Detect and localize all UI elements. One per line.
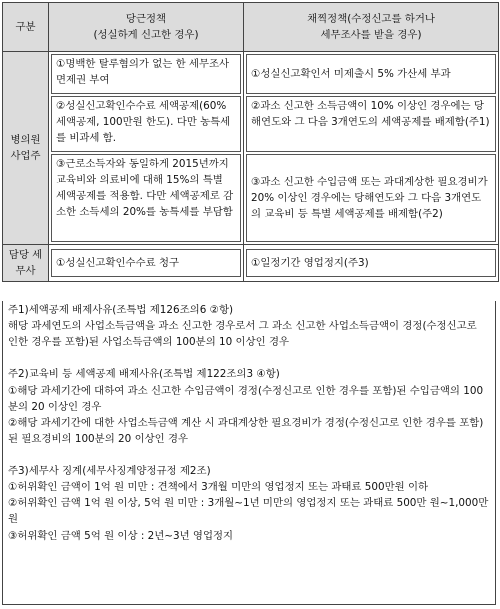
footnotes [2, 301, 496, 605]
header-proper-title: 당근정책 [125, 12, 167, 25]
clinic-proper-cell [49, 52, 244, 245]
agent-row [3, 245, 499, 282]
note-spacer [8, 350, 490, 366]
note3-item: ②허위확인 금액 1억 원 이상, 5억 원 미만 : 3개월~1년 미만의 영업정지 또는 과태료 500만 원~1,000만 원 [8, 497, 489, 526]
clinic-proper-item: ①명백한 탈루혐의가 없는 한 세무조사 면제권 부여 [51, 54, 241, 94]
agent-proper-item: ①성실신고확인수수료 청구 [51, 249, 241, 277]
header-penalty-sub: 세무조사를 받을 경우) [320, 29, 422, 41]
agent-category-label: 담당 세무사 [8, 249, 43, 278]
clinic-category [3, 52, 49, 245]
agent-category [3, 245, 49, 282]
clinic-category-label: 병의원 사업주 [10, 133, 41, 162]
header-penalty-policy [244, 3, 499, 52]
note1-body: 해당 과세연도의 사업소득금액을 과소 신고한 경우로서 그 과소 신고한 사업소득금액이 경정(수정신고로 인한 경우를 포함)된 사업소득금액의 100분의 10 이상인 경우 [8, 320, 477, 349]
clinic-penalty-item: ③과소 신고한 수입금액 또는 과대계상한 필요경비가 20% 이상인 경우에는 당해연도와 그 다음 3개연도의 교육비 등 특별 세액공제를 배제함(주2) [246, 154, 496, 242]
note3-title: 주3)세무사 징계(세무사징계양정규정 제2조) [8, 465, 211, 477]
clinic-penalty-cell [244, 52, 499, 245]
note3-item: ③허위확인 금액 5억 원 이상 : 2년~3년 영업정지 [8, 529, 234, 542]
clinic-penalty-item: ①성실신고확인서 미제출시 5% 가산세 부과 [246, 54, 496, 94]
note2-title: 주2)교육비 등 세액공제 배제사유(조특법 제122조의3 ④항) [8, 368, 280, 381]
header-penalty-title: 채찍정책(수정신고를 하거나 [307, 12, 435, 25]
note1-title: 주1)세액공제 배제사유(조특법 제126조의6 ②항) [8, 304, 234, 316]
table-header-row [3, 3, 499, 52]
note3-item: ①허위확인 금액이 1억 원 미만 : 견책에서 3개월 미만의 영업정지 또는 과태료 500만원 이하 [8, 481, 429, 494]
policy-table [2, 2, 499, 282]
agent-penalty-item: ①일정기간 영업정지(주3) [246, 249, 496, 277]
clinic-penalty-item: ②과소 신고한 소득금액이 10% 이상인 경우에는 당해연도와 그 다음 3개연도의 세액공제를 배제함(주1) [246, 96, 496, 152]
note2-item: ①해당 과세기간에 대하여 과소 신고한 수입금액이 경정(수정신고로 인한 경우를 포함)된 수입금액의 100분의 20 이상인 경우 [8, 384, 484, 413]
header-proper-policy [49, 3, 244, 52]
agent-penalty-cell [244, 245, 499, 282]
note-spacer [8, 447, 490, 463]
note2-item: ②해당 과세기간에 대한 사업소득금액 계산 시 과대계상한 필요경비가 경정(수정신고로 인한 경우를 포함)된 필요경비의 100분의 20 이상인 경우 [8, 416, 484, 445]
header-category [3, 3, 49, 52]
clinic-proper-item: ②성실신고확인수수료 세액공제(60% 세액공제, 100만원 한도). 다만 농특세를 비과세 함. [51, 96, 241, 152]
agent-proper-cell [49, 245, 244, 282]
header-category-label: 구분 [15, 20, 36, 33]
clinic-row [3, 52, 499, 245]
header-proper-sub: (성실하게 신고한 경우) [93, 29, 199, 41]
clinic-proper-item: ③근로소득자와 동일하게 2015년까지 교육비와 의료비에 대해 15%의 특별 세액공제를 적용함. 다만 세액공제로 감소한 소득세의 20%를 농특세를 부담함 [51, 154, 241, 242]
